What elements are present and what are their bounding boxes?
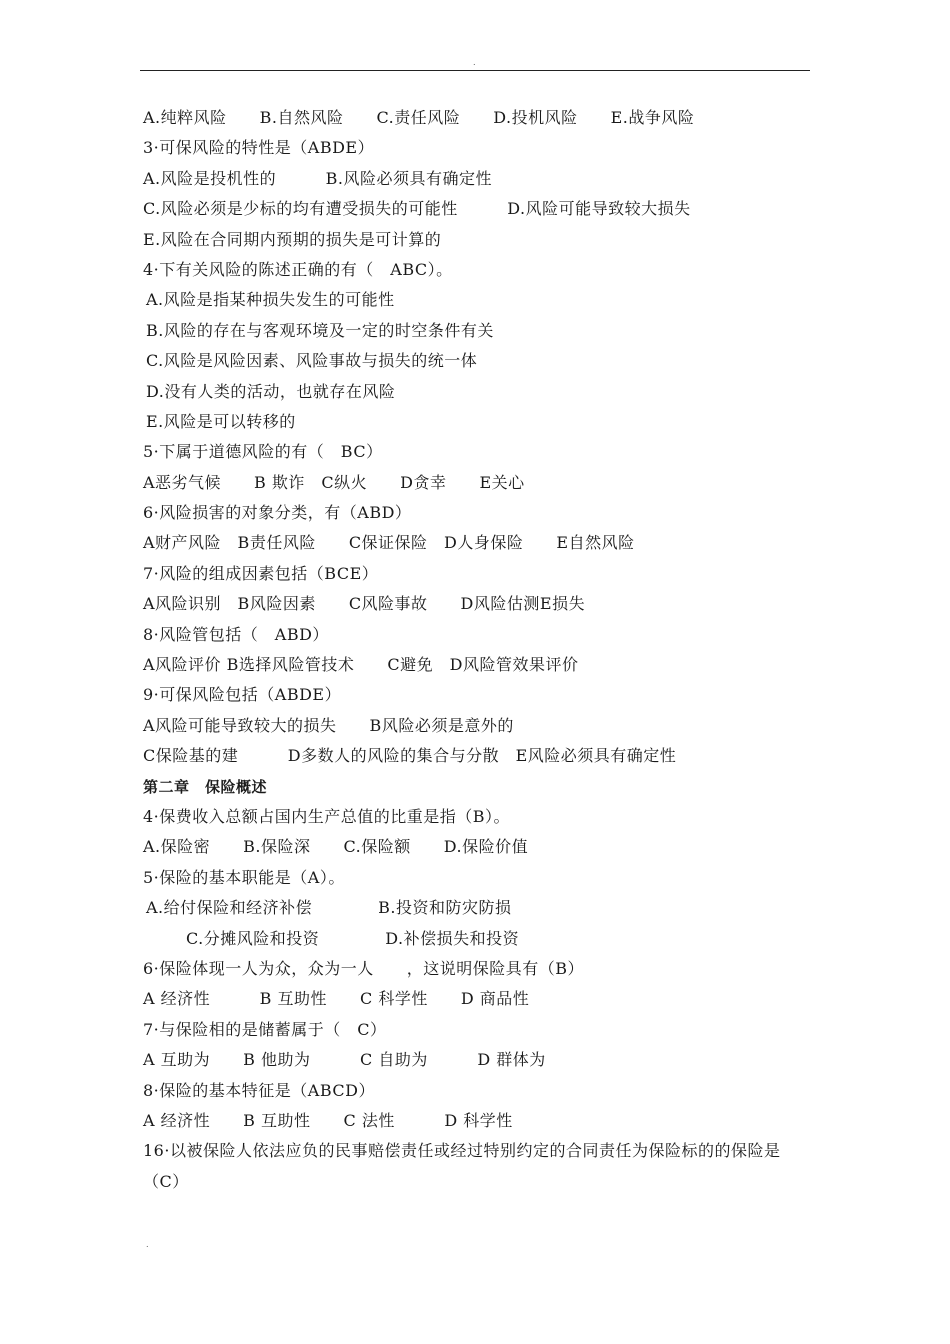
options-line: A恶劣气候 B 欺诈 C纵火 D贪幸 E关心 (143, 472, 525, 492)
options-line: E.风险是可以转移的 (146, 411, 296, 431)
question-line: 8·风险管包括（ ABD） (143, 624, 329, 644)
options-line: A风险评价 B选择风险管技术 C避免 D风险管效果评价 (143, 655, 579, 675)
question-line: 4·下有关风险的陈述正确的有（ ABC）。 (143, 259, 453, 279)
options-line: D.没有人类的活动，也就存在风险 (146, 381, 396, 401)
question-line: 4·保费收入总额占国内生产总值的比重是指（B）。 (143, 806, 511, 826)
question-line: 6·保险体现一人为众，众为一人 ，这说明保险具有（B） (143, 958, 585, 978)
header-mark: . (473, 58, 476, 67)
question-line: 5·保险的基本职能是（A）。 (143, 867, 345, 887)
header-rule (140, 70, 810, 71)
question-line: 3·可保风险的特性是（ABDE） (143, 138, 375, 158)
options-line: C.风险是风险因素、风险事故与损失的统一体 (146, 351, 478, 371)
question-line: 5·下属于道德风险的有（ BC） (143, 442, 383, 462)
options-line: A.风险是指某种损失发生的可能性 (146, 290, 395, 310)
options-line: A.保险密 B.保险深 C.保险额 D.保险价值 (143, 837, 529, 857)
page-content (143, 103, 818, 1197)
options-line: A.纯粹风险 B.自然风险 C.责任风险 D.投机风险 E.战争风险 (143, 108, 695, 127)
question-line: 9·可保风险包括（ABDE） (143, 685, 342, 705)
options-line: A 经济性 B 互助性 C 法性 D 科学性 (143, 1110, 513, 1130)
question-line: 7·与保险相的是储蓄属于（ C） (143, 1019, 387, 1039)
options-line: A.给付保险和经济补偿 B.投资和防灾防损 (146, 898, 512, 918)
options-line: A.风险是投机性的 B.风险必须具有确定性 (143, 168, 492, 188)
options-line: C.风险必须是少标的均有遭受损失的可能性 D.风险可能导致较大损失 (143, 199, 691, 219)
options-line: B.风险的存在与客观环境及一定的时空条件有关 (146, 320, 494, 340)
options-line: A 互助为 B 他助为 C 自助为 D 群体为 (143, 1050, 546, 1070)
options-line: C保险基的建 D多数人的风险的集合与分散 E风险必须具有确定性 (143, 746, 677, 766)
options-line: A风险识别 B风险因素 C风险事故 D风险估测E损失 (143, 594, 586, 614)
options-line: A 经济性 B 互助性 C 科学性 D 商品性 (143, 989, 530, 1009)
options-line: A财产风险 B责任风险 C保证保险 D人身保险 E自然风险 (143, 533, 635, 553)
options-line: A风险可能导致较大的损失 B风险必须是意外的 (143, 715, 514, 735)
options-line: C.分摊风险和投资 D.补偿损失和投资 (186, 928, 520, 948)
question-line: 6·风险损害的对象分类，有（ABD） (143, 503, 412, 523)
footer-mark: . (146, 1240, 149, 1249)
question-line: 7·风险的组成因素包括（BCE） (143, 563, 379, 583)
question-line: 16·以被保险人依法应负的民事赔偿责任或经过特别约定的合同责任为保险标的的保险是（C） (143, 1141, 781, 1191)
chapter-heading: 第二章 保险概述 (143, 777, 268, 796)
options-line: E.风险在合同期内预期的损失是可计算的 (143, 229, 442, 249)
question-line: 8·保险的基本特征是（ABCD） (143, 1080, 375, 1100)
